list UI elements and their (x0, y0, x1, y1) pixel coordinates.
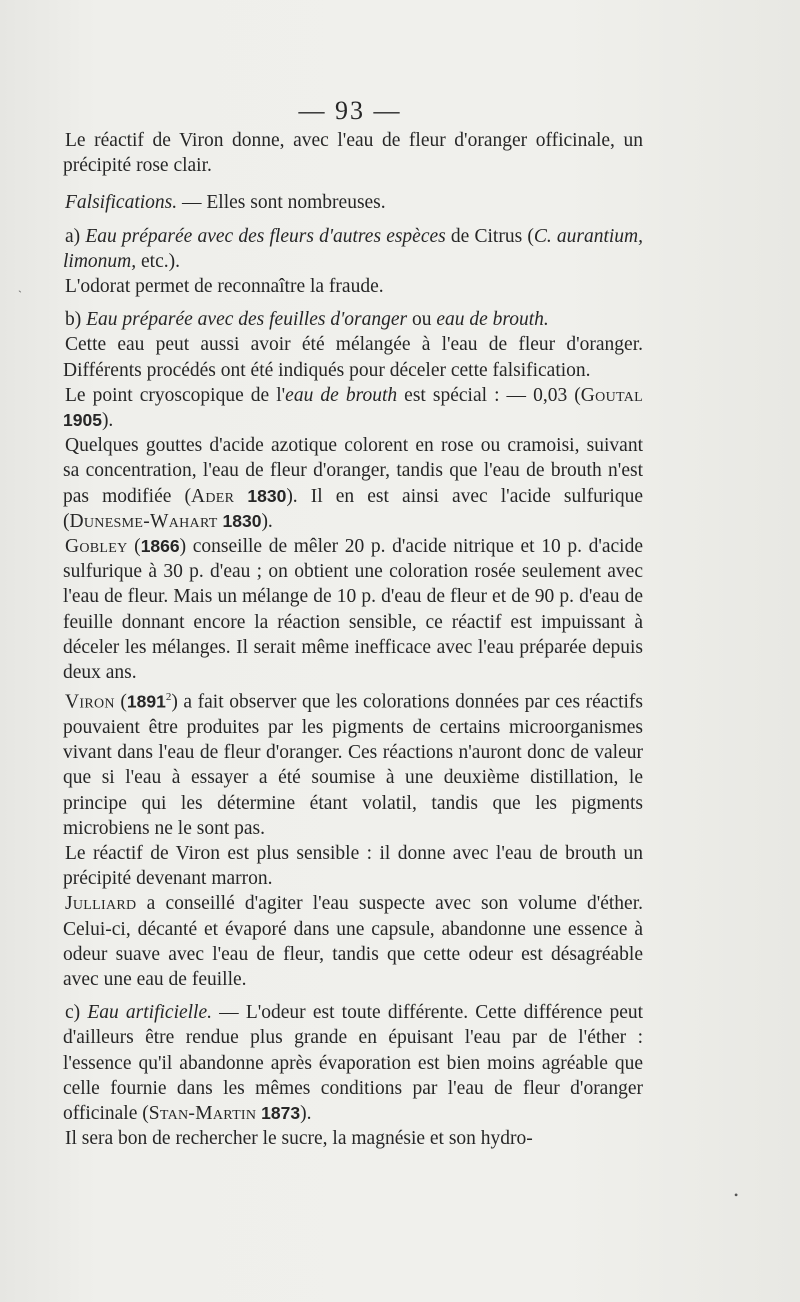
gobley-author: Gobley (65, 536, 128, 558)
body-text (63, 128, 643, 1151)
azotic-text-3: ). (261, 510, 273, 532)
falsifications-title: Falsifications. (65, 192, 178, 214)
item-c-text-2: ). (300, 1103, 312, 1125)
paragraph-viron-reagent: Le réactif de Viron donne, avec l'eau de fleur d'oranger officinale, un précipité rose clair. (63, 130, 643, 177)
azotic-text-2: ). Il en est ainsi avec l'acide sulfurique ( (63, 485, 643, 532)
cryo-year: 1905 (63, 410, 102, 431)
item-c-label: c) (65, 1002, 88, 1024)
item-c-author: Stan-Martin (148, 1103, 257, 1125)
item-c-year: 1873 (261, 1103, 301, 1124)
viron-text-1: ) a fait observer que les colorations données par ces réactifs pouvaient être produites par les pigments de certains microorganismes vivant dans l'eau de fleur d'oranger. Ces réactions n'auront donc de valeur que si l'eau à essayer a été soumise à une deuxième distillation, le principe qui les détermine étant volatil, tandis que les pigments microbiens ne le sont pas. (63, 691, 643, 839)
julliard-text: a conseillé d'agiter l'eau suspecte avec son volume d'éther. Celui-ci, décanté et évaporé dans une capsule, abandonne une essence à odeur suave avec l'eau de fleur, tandis que cette odeur est désagréable avec une eau de feuille. (63, 893, 643, 990)
cryo-author: Goutal (580, 384, 643, 406)
gobley-text-2: ) conseille de mêler 20 p. d'acide nitrique et 10 p. d'acide sulfurique à 30 p. d'eau ; on obtient une coloration rosée seulement avec l'eau de fleur. Mais un mélange de 10 p. d'eau de fleur et de 90 p. d'eau de feuille donnant encore la réaction sensible, ce réactif est impuissant à déceler les mélanges. Il serait même inefficace avec l'eau préparée depuis deux ans. (63, 536, 643, 684)
item-b-title-2: eau de brouth. (436, 309, 549, 331)
paragraph-last: Il sera bon de rechercher le sucre, la magnésie et son hydro- (65, 1128, 533, 1150)
viron-year: 1891 (126, 691, 166, 712)
item-a-odorat: L'odorat permet de reconnaître la fraude. (65, 276, 384, 298)
item-b-label: b) (65, 309, 87, 331)
item-c-title: Eau artificielle. (87, 1002, 213, 1024)
paragraph-viron: Viron (1891$^2$) a fait observer que les colorations données par ces réactifs pouvaient être produites par les pigments de certains microorganismes vivant dans l'eau de fleur d'oranger. Ces réactions n'auront donc de valeur que si l'eau à essayer a été soumise à une deuxième distillation, le principe qui les détermine étant volatil, tandis que les pigments microbiens ne le sont pas. (63, 691, 643, 839)
item-a (63, 224, 643, 274)
azotic-year-2: 1830 (222, 510, 262, 531)
falsifications-intro: — Elles sont nombreuses. (177, 192, 386, 214)
item-c (63, 1000, 643, 1126)
speck-mark: ˋ (18, 288, 22, 302)
azotic-author-1: Ader (190, 485, 235, 507)
item-a-title: Eau préparée avec des fleurs d'autres espèces (85, 225, 446, 247)
azotic-text-1: Quelques gouttes d'acide azotique colorent en rose ou cramoisi, suivant sa concentration, l'eau de fleur d'oranger, tandis que l'eau de brouth n'est pas modifiée ( (63, 435, 643, 507)
item-b-heading (63, 307, 643, 332)
item-a-label: a) (65, 225, 86, 247)
cryo-text-3: ). (101, 410, 114, 432)
azotic-author-2: Dunesme-Wahart (69, 510, 218, 532)
item-a-text: de Citrus ( (445, 225, 534, 247)
cryo-italic: eau de brouth (285, 384, 398, 406)
gobley-text-1: ( (127, 536, 141, 558)
paragraph-julliard (63, 891, 643, 992)
paragraph-azotic-acid (63, 433, 643, 534)
viron-footnote-mark: 2 (165, 691, 172, 704)
azotic-year-1: 1830 (247, 485, 287, 506)
item-c-text-1: — L'odeur est toute différente. Cette différence peut d'ailleurs être rendue plus grande en épuisant l'eau par de l'éther : l'essence qu'il abandonne après évaporation est bien moins agréable que celle fournie dans les mêmes conditions par l'eau de fleur d'oranger officinale ( (63, 1002, 644, 1125)
falsifications-heading (63, 190, 643, 215)
paragraph-cryoscopy (63, 383, 643, 433)
paragraph-gobley (63, 534, 643, 685)
viron-author: Viron (65, 691, 115, 713)
item-a-species: C. aurantium, limonum, (63, 225, 644, 272)
gobley-year: 1866 (140, 536, 180, 557)
paragraph-viron-2: Le réactif de Viron est plus sensible : il donne avec l'eau de brouth un précipité devenant marron. (63, 842, 643, 890)
julliard-author: Julliard (65, 893, 137, 915)
item-b-body: Cette eau peut aussi avoir été mélangée à l'eau de fleur d'oranger. Différents procédés ont été indiqués pour déceler cette falsification. (63, 334, 643, 381)
speck-mark: • (734, 1188, 739, 1202)
item-b-title: Eau préparée avec des feuilles d'oranger (86, 309, 408, 331)
item-a-end: etc.). (136, 250, 180, 272)
cryo-text-2: est spécial : — 0,03 ( (397, 384, 581, 406)
cryo-text-1: Le point cryoscopique de l' (65, 384, 286, 406)
item-b-conj: ou (407, 309, 437, 331)
page-number: — 93 — (298, 96, 402, 125)
